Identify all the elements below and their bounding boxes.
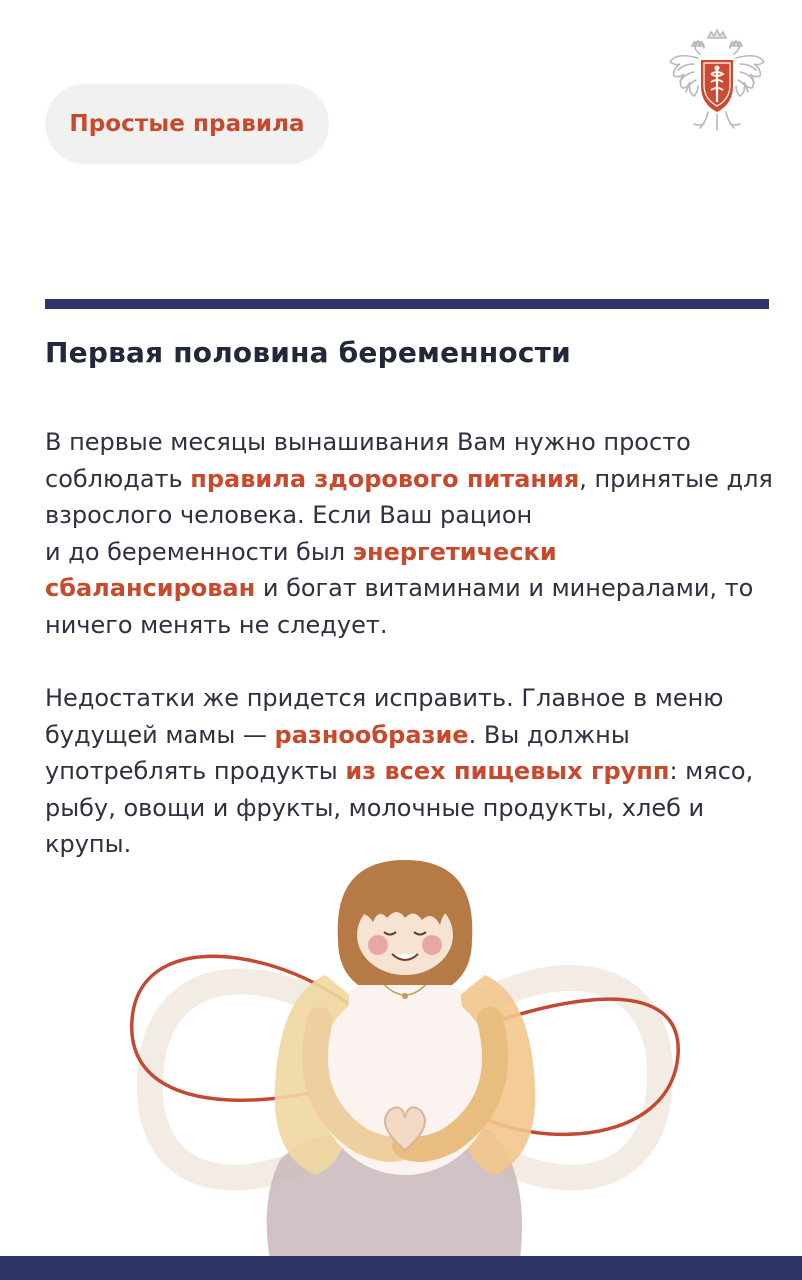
paragraph-text: В первые месяцы вынашивания Вам нужно просто соблюдать: [45, 428, 691, 493]
paragraph-text: и богат витаминами и минералами, то ничего менять не следует.: [45, 574, 754, 639]
highlight-text: из всех пищевых групп: [345, 757, 670, 786]
pregnant-woman-illustration: [110, 860, 700, 1260]
intro-paragraph: [45, 424, 775, 644]
paragraph-text: и до беременности был: [45, 537, 353, 566]
highlight-text: энергетически сбалансирован: [45, 537, 557, 603]
paragraph-text: . Вы должны употреблять продукты: [45, 720, 630, 786]
diet-paragraph: [45, 680, 775, 863]
section-divider: [45, 299, 769, 309]
category-badge: [45, 84, 329, 164]
highlight-text: правила здорового питания: [190, 464, 580, 493]
paragraph-text: : мясо, рыбу, овощи и фрукты, молочные продукты, хлеб и крупы.: [45, 757, 754, 859]
ministry-emblem-icon: [664, 24, 770, 136]
paragraph-text: Недостатки же придется исправить. Главное в меню будущей мамы —: [45, 684, 724, 749]
section-title: Первая половина беременности: [45, 336, 571, 369]
paragraph-text: , принятые для взрослого человека. Если Ваш рацион: [45, 464, 773, 530]
bottom-bar: [0, 1256, 802, 1280]
category-badge-label: Простые правила: [69, 111, 305, 137]
highlight-text: разнообразие: [274, 720, 469, 749]
